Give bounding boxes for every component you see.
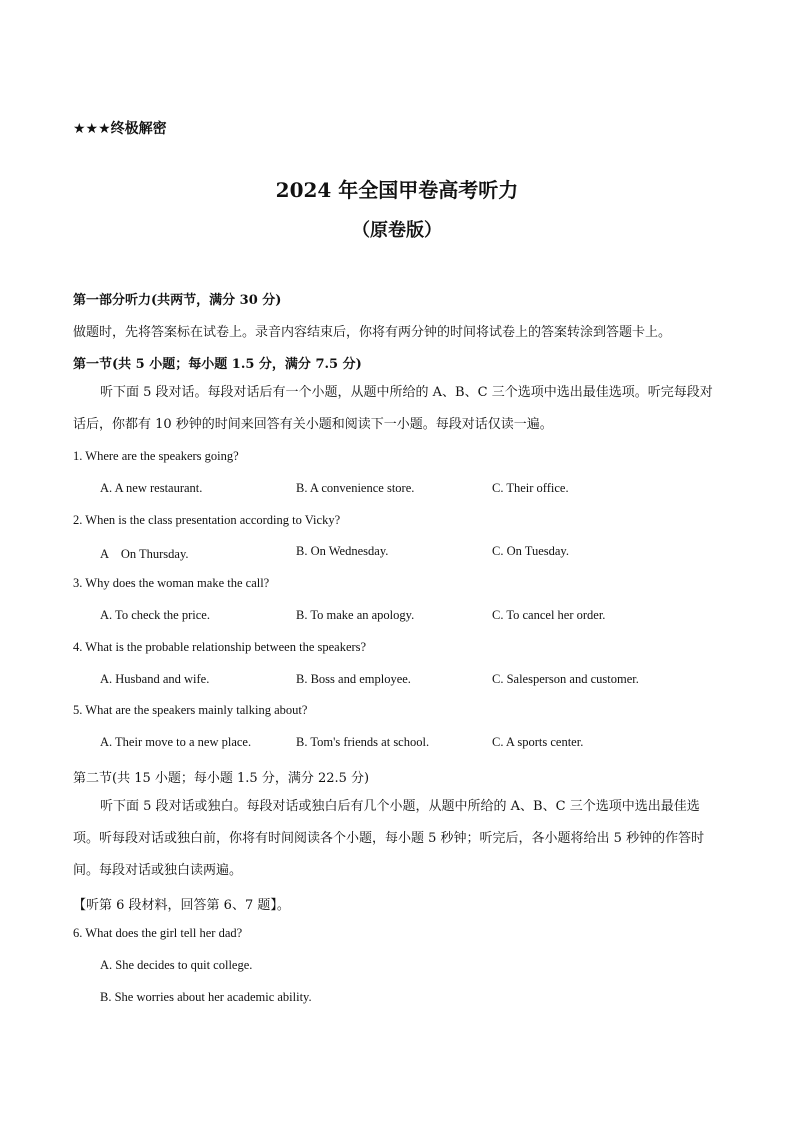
question-4-option-c: C. Salesperson and customer. bbox=[492, 672, 639, 686]
section2-directions: 听下面 5 段对话或独白。每段对话或独白后有几个小题，从题中所给的 A、B、C 三个选项中选出最佳选项。听每段对话或独白前，你将有时间阅读各个小题，每小题 5 秒钟；听完后，各小题将给出 5 秒钟的作答时间。每段对话或独白读两遍。 bbox=[73, 799, 705, 878]
question-6-option-b: B. She worries about her academic ability. bbox=[100, 990, 312, 1004]
question-3-option-c: C. To cancel her order. bbox=[492, 608, 606, 622]
question-3-stem: 3. Why does the woman make the call? bbox=[73, 576, 270, 590]
question-1-option-b: B. A convenience store. bbox=[296, 481, 415, 495]
question-2-option-b: B. On Wednesday. bbox=[296, 544, 389, 558]
question-1-stem: 1. Where are the speakers going? bbox=[73, 449, 239, 463]
question-5-option-c: C. A sports center. bbox=[492, 735, 584, 749]
question-6-option-a: A. She decides to quit college. bbox=[100, 958, 253, 972]
question-5-option-a: A. Their move to a new place. bbox=[100, 735, 252, 749]
header-tag: ★★★终极解密 bbox=[73, 121, 167, 137]
question-6-stem: 6. What does the girl tell her dad? bbox=[73, 926, 243, 940]
question-1-option-c: C. Their office. bbox=[492, 481, 569, 495]
question-2-stem: 2. When is the class presentation according to Vicky? bbox=[73, 513, 341, 527]
section1-directions: 听下面 5 段对话。每段对话后有一个小题，从题中所给的 A、B、C 三个选项中选出最佳选项。听完每段对话后，你都有 10 秒钟的时间来回答有关小题和阅读下一小题。每段对话仅读一遍。 bbox=[73, 385, 713, 432]
part1-instruction: 做题时，先将答案标在试卷上。录音内容结束后，你将有两分钟的时间将试卷上的答案转涂到答题卡上。 bbox=[73, 325, 672, 340]
question-5-option-b: B. Tom's friends at school. bbox=[296, 735, 430, 749]
question-1-option-a: A. A new restaurant. bbox=[100, 481, 203, 495]
page-title: 2024 年全国甲卷高考听力 bbox=[275, 178, 519, 202]
section1-heading: 第一节(共 5 小题；每小题 1.5 分，满分 7.5 分) bbox=[73, 357, 362, 372]
material-note: 【听第 6 段材料，回答第 6、7 题】。 bbox=[73, 898, 290, 913]
question-3-option-a: A. To check the price. bbox=[100, 608, 210, 622]
question-2-option-c: C. On Tuesday. bbox=[492, 544, 569, 558]
part1-heading: 第一部分听力(共两节，满分 30 分) bbox=[73, 293, 282, 308]
section2-heading: 第二节(共 15 小题；每小题 1.5 分，满分 22.5 分) bbox=[73, 771, 370, 786]
question-4-option-a: A. Husband and wife. bbox=[100, 672, 210, 686]
question-2-option-a: A On Thursday. bbox=[100, 547, 189, 561]
page-subtitle: （原卷版） bbox=[352, 220, 442, 241]
question-4-option-b: B. Boss and employee. bbox=[296, 672, 411, 686]
question-5-stem: 5. What are the speakers mainly talking about? bbox=[73, 703, 308, 717]
question-3-option-b: B. To make an apology. bbox=[296, 608, 415, 622]
question-4-stem: 4. What is the probable relationship between the speakers? bbox=[73, 640, 367, 654]
